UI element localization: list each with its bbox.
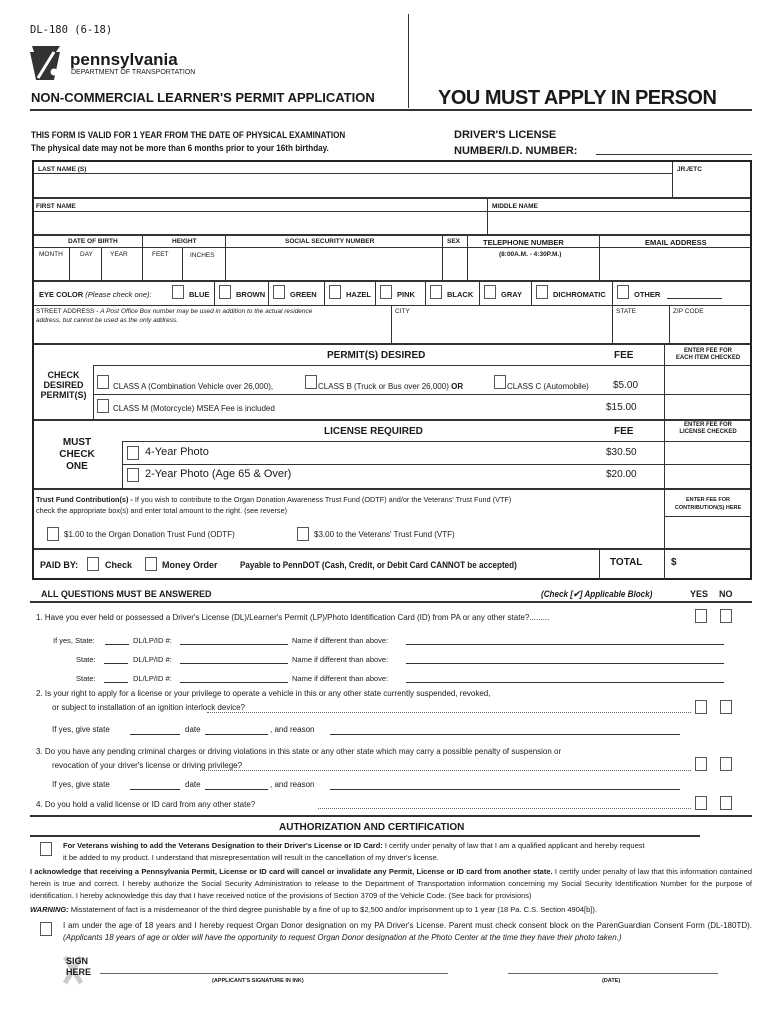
check-payment-checkbox[interactable]: [87, 557, 99, 571]
trust-fund-line2: check the appropriate box(s) and enter total amount to the right. (see reverse): [36, 506, 288, 515]
inches-label: INCHES: [190, 252, 215, 259]
validity-notice: THIS FORM IS VALID FOR 1 YEAR FROM THE DATE OF PHYSICAL EXAMINATION: [31, 130, 346, 140]
feet-label: FEET: [152, 251, 169, 258]
question-1: 1. Have you ever held or possessed a Driver's License (DL)/Learner's Permit (LP)/Photo Identification Card (ID) from PA or any other state?.........: [36, 613, 550, 622]
eye-color-option-label: HAZEL: [346, 290, 371, 299]
permits-heading: PERMIT(S) DESIRED: [327, 350, 426, 361]
street-address-input[interactable]: [34, 326, 391, 342]
q1-name-input[interactable]: [406, 644, 724, 645]
class-abc-fee: $5.00: [613, 380, 639, 391]
last-name-input[interactable]: [34, 174, 672, 197]
city-label: CITY: [395, 308, 410, 315]
org-name: pennsylvania: [70, 50, 178, 69]
license-fee-input[interactable]: [665, 442, 750, 464]
contribution-fee-input[interactable]: [665, 517, 750, 548]
warning-body: Misstatement of fact is a misdemeanor of the third degree punishable by a fine of up to $2,500 and/or imprisonment up to 1 year (18 Pa. C.S. Section 4904[b]).: [68, 905, 597, 914]
q4-no-checkbox[interactable]: [720, 796, 732, 810]
sign-line1: SIGN: [66, 956, 89, 966]
total-amount-input[interactable]: [680, 550, 750, 578]
form-number: DL-180 (6-18): [30, 24, 113, 36]
q3-date-label: date: [185, 780, 201, 789]
q2-date-input[interactable]: [205, 734, 268, 735]
eye-color-checkbox[interactable]: [536, 285, 548, 299]
q1-name-input[interactable]: [406, 682, 724, 683]
veterans-text: [30, 840, 752, 864]
check-line3: PERMIT(S): [40, 390, 87, 400]
height-label: HEIGHT: [172, 238, 197, 245]
must-line1: MUST: [62, 437, 92, 448]
day-label: DAY: [80, 251, 93, 258]
question-4: 4. Do you hold a valid license or ID card from any other state?: [36, 800, 256, 809]
q3-date-input[interactable]: [205, 789, 268, 790]
warning-text: [30, 904, 752, 916]
q1-dl-label: DL/LP/ID #:: [133, 674, 172, 683]
no-column-label: NO: [719, 589, 733, 599]
eye-color-option-label: BLACK: [447, 290, 474, 299]
payable-to-note: Payable to PennDOT (Cash, Credit, or Debit Card CANNOT be accepted): [240, 560, 517, 570]
must-check-one-label: [36, 437, 118, 473]
class-c-checkbox[interactable]: [494, 375, 506, 389]
eye-color-option-label: BLUE: [189, 290, 210, 299]
organ-donor-italic: (Applicants 18 years of age or older will have the opportunity to request Organ Donor designation at the Photo Center at the time they have their photo taken.): [63, 933, 622, 942]
veterans-title: For Veterans wishing to add the Veterans Designation to their Driver's License or ID Card:: [63, 841, 383, 850]
q1-state-input[interactable]: [104, 682, 128, 683]
or-label: OR: [451, 382, 464, 391]
enter-fee-line2: EACH ITEM CHECKED: [675, 355, 741, 361]
eye-color-option-label: OTHER: [634, 290, 661, 299]
trust-enter-line2: CONTRIBUTION(S) HERE: [674, 505, 742, 511]
q2-state-label: If yes, give state: [52, 725, 110, 734]
eye-color-checkbox[interactable]: [329, 285, 341, 299]
warning-label: WARNING:: [30, 905, 69, 914]
signature-row: [30, 952, 752, 992]
eye-color-checkbox[interactable]: [617, 285, 629, 299]
org-dept: DEPARTMENT OF TRANSPORTATION: [71, 69, 196, 76]
odtf-checkbox[interactable]: [47, 527, 59, 541]
page-title: NON-COMMERCIAL LEARNER'S PERMIT APPLICATION: [31, 90, 375, 105]
veterans-designation-checkbox[interactable]: [40, 842, 52, 856]
license-enter-line1: ENTER FEE FOR: [683, 422, 732, 428]
q1-state-label: State:: [76, 655, 96, 664]
q1-dl-input[interactable]: [180, 682, 288, 683]
paid-by-label: PAID BY:: [40, 560, 79, 570]
license-enter-line2: LICENSE CHECKED: [679, 429, 737, 435]
check-desired-label: [36, 370, 91, 400]
class-m-label: CLASS M (Motorcycle) MSEA Fee is included: [113, 404, 275, 413]
must-line3: ONE: [66, 461, 88, 472]
signature-label: (APPLICANT'S SIGNATURE IN INK): [212, 978, 304, 984]
street-title: STREET ADDRESS -: [36, 308, 99, 315]
trust-enter-fee-label: [666, 496, 750, 512]
eye-color-hint: (Please check one):: [85, 290, 152, 299]
q1-dl-label: DL/LP/ID #:: [133, 655, 172, 664]
first-name-label: FIRST NAME: [36, 203, 76, 210]
vtf-label: $3.00 to the Veterans' Trust Fund (VTF): [314, 530, 455, 539]
eye-color-checkbox[interactable]: [172, 285, 184, 299]
acknowledgement-text: [30, 866, 752, 902]
email-label: EMAIL ADDRESS: [645, 238, 707, 247]
four-year-photo-fee: $30.50: [606, 447, 637, 458]
class-b-label: [318, 382, 463, 391]
last-name-label: LAST NAME (S): [38, 166, 87, 173]
total-dollar-sign: $: [671, 557, 677, 568]
city-input[interactable]: [392, 318, 612, 342]
phone-label: TELEPHONE NUMBER: [483, 238, 564, 247]
q1-dl-input[interactable]: [180, 663, 288, 664]
yes-column-label: YES: [690, 589, 709, 599]
q1-no-checkbox[interactable]: [720, 609, 732, 623]
class-a-checkbox[interactable]: [97, 375, 109, 389]
organ-donor-body: I am under the age of 18 years and I hereby request Organ Donor designation on my PA Driver's License. Parent must check consent block on the ParenGuardian Consent Form (DL-180TD).: [63, 921, 752, 930]
middle-name-input[interactable]: [488, 212, 750, 233]
permits-enter-fee-label: [666, 348, 750, 362]
veterans-text-2: it be added to my product. I understand that misrepresentation will result in the cancellation of my driver's license.: [63, 853, 439, 862]
trust-fund-text: [36, 494, 511, 516]
dob-label: DATE OF BIRTH: [68, 238, 118, 245]
authorization-section: [30, 840, 752, 992]
trust-fund-line1: If you wish to contribute to the Organ Donation Awareness Trust Fund (ODTF) and/or the Veterans' Trust Fund (VTF): [134, 495, 512, 504]
jr-label: JR./ETC: [677, 166, 702, 173]
month-label: MONTH: [39, 251, 63, 258]
eye-color-option-label: DICHROMATIC: [553, 290, 606, 299]
street-hint-2: address, but cannot be used as the only address.: [36, 317, 179, 324]
class-m-fee: $15.00: [606, 402, 637, 413]
state-label: STATE: [616, 308, 636, 315]
dl-number-field[interactable]: [596, 154, 752, 155]
date-label: (DATE): [602, 978, 621, 984]
q2-no-checkbox[interactable]: [720, 700, 732, 714]
street-label: [36, 308, 312, 315]
money-order-label: Money Order: [162, 560, 218, 570]
enter-fee-line1: ENTER FEE FOR: [683, 348, 732, 354]
q1-dl-label: DL/LP/ID #:: [133, 636, 172, 645]
permits-fee-heading: FEE: [614, 350, 634, 361]
veterans-text-1: I certify under penalty of law that I am a qualified applicant and hereby request: [382, 841, 645, 850]
questions-heading: ALL QUESTIONS MUST BE ANSWERED: [41, 589, 212, 599]
dob-month-input[interactable]: [34, 259, 69, 279]
dl-number-label-2: NUMBER/I.D. NUMBER:: [454, 145, 578, 157]
dl-number-label: DRIVER'S LICENSE: [454, 129, 557, 141]
q1-dl-input[interactable]: [180, 644, 288, 645]
two-year-photo-fee: $20.00: [606, 469, 637, 480]
q3-state-label: If yes, give state: [52, 780, 110, 789]
license-enter-fee-label: [666, 422, 750, 436]
q3-reason-input[interactable]: [330, 789, 680, 790]
signature-line[interactable]: [100, 973, 448, 974]
state-input[interactable]: [613, 318, 669, 342]
first-name-input[interactable]: [34, 212, 486, 233]
q1-state-label: State:: [76, 674, 96, 683]
phone-hours: (8:00A.M. - 4:30P.M.): [499, 251, 562, 258]
sex-label: SEX: [447, 238, 461, 245]
zip-input[interactable]: [670, 318, 750, 342]
q1-name-label: Name if different than above:: [292, 636, 389, 645]
q3-yes-checkbox[interactable]: [695, 757, 707, 771]
q2-reason-input[interactable]: [330, 734, 680, 735]
year-label: YEAR: [110, 251, 128, 258]
eye-color-option-label: GRAY: [501, 290, 522, 299]
eye-color-checkbox[interactable]: [430, 285, 442, 299]
vtf-checkbox[interactable]: [297, 527, 309, 541]
authorization-heading: AUTHORIZATION AND CERTIFICATION: [279, 822, 465, 833]
class-c-label: CLASS C (Automobile): [507, 382, 589, 391]
trust-fund-title: Trust Fund Contribution(s) -: [36, 495, 133, 504]
q1-state-input[interactable]: [105, 644, 129, 645]
height-inches-input[interactable]: [183, 259, 225, 279]
q3-no-checkbox[interactable]: [720, 757, 732, 771]
street-hint-1: A Post Office Box number may be used in addition to the actual residence: [100, 308, 313, 315]
q1-state-input[interactable]: [104, 663, 128, 664]
q4-yes-checkbox[interactable]: [695, 796, 707, 810]
total-label: TOTAL: [610, 557, 643, 568]
height-feet-input[interactable]: [143, 259, 182, 279]
ssn-label: SOCIAL SECURITY NUMBER: [285, 238, 375, 245]
four-year-photo-label: 4-Year Photo: [145, 446, 209, 458]
physical-date-notice: The physical date may not be more than 6 months prior to your 16th birthday.: [31, 143, 329, 153]
zip-label: ZIP CODE: [673, 308, 704, 315]
eye-color-checkbox[interactable]: [380, 285, 392, 299]
middle-name-label: MIDDLE NAME: [492, 203, 538, 210]
sex-input[interactable]: [443, 248, 467, 279]
sign-line2: HERE: [66, 967, 92, 977]
trust-enter-line1: ENTER FEE FOR: [685, 497, 730, 503]
check-payment-label: Check: [105, 560, 133, 570]
question-2a: 2. Is your right to apply for a license or your privilege to operate a vehicle in this or any other state currently suspended, revoked,: [36, 689, 491, 698]
dob-year-input[interactable]: [102, 259, 142, 279]
two-year-photo-label: 2-Year Photo (Age 65 & Over): [145, 468, 292, 480]
sign-here-label: [66, 956, 91, 978]
odtf-label: $1.00 to the Organ Donation Trust Fund (ODTF): [64, 530, 235, 539]
two-year-photo-checkbox[interactable]: [127, 468, 139, 482]
eye-color-option-label: BROWN: [236, 290, 266, 299]
acknowledgement-bold: I acknowledge that receiving a Pennsylvania Permit, License or ID card will cancel or invalidate any Permit, License or ID card from another state.: [30, 867, 553, 876]
class-b-checkbox[interactable]: [305, 375, 317, 389]
eye-color-checkbox[interactable]: [273, 285, 285, 299]
permit-abc-fee-input[interactable]: [665, 366, 750, 394]
class-a-label: CLASS A (Combination Vehicle over 26,000),: [113, 382, 274, 391]
q1-name-label: Name if different than above:: [292, 655, 389, 664]
license-heading: LICENSE REQUIRED: [324, 426, 423, 437]
keystone-logo-icon: [30, 44, 62, 82]
ssn-input[interactable]: [226, 248, 442, 279]
eye-color-checkbox[interactable]: [219, 285, 231, 299]
q1-yes-checkbox[interactable]: [695, 609, 707, 623]
q2-reason-label: , and reason: [270, 725, 315, 734]
organ-donor-checkbox[interactable]: [40, 922, 52, 936]
question-3a: 3. Do you have any pending criminal charges or driving violations in this state or any other state which may carry a possible penalty of suspension or: [36, 747, 562, 756]
eye-color-label: [39, 290, 152, 299]
question-3b: revocation of your driver's license or driving privilege?: [52, 761, 243, 770]
q2-date-label: date: [185, 725, 201, 734]
dob-day-input[interactable]: [70, 259, 101, 279]
acknowledgement-body: I certify under penalty of law that this information contained herein is true and correct. I hereby authorize the Social Security Administration to release to the Department of Transportation information concerning my Social Security Identification Number for the purpose of identification. I hereby acknowledge this day that I have received notice of the provisions of Section 3709 of the Vehicle Code. (See back for provisions): [30, 867, 752, 900]
organ-donor-text: [30, 920, 752, 944]
question-2b: or subject to installation of an ignition interlock device?: [52, 703, 245, 712]
eye-color-option-label: GREEN: [290, 290, 317, 299]
money-order-checkbox[interactable]: [145, 557, 157, 571]
q1-name-input[interactable]: [406, 663, 724, 664]
class-m-checkbox[interactable]: [97, 399, 109, 413]
q1-state-label: If yes, State:: [53, 636, 95, 645]
must-line2: CHECK: [59, 449, 95, 460]
q1-name-label: Name if different than above:: [292, 674, 389, 683]
apply-in-person-banner: YOU MUST APPLY IN PERSON: [438, 87, 717, 109]
license-fee-heading: FEE: [614, 426, 634, 437]
phone-input[interactable]: [468, 259, 599, 279]
q3-state-input[interactable]: [130, 789, 180, 790]
check-line2: DESIRED: [43, 380, 84, 390]
eye-color-title: EYE COLOR: [39, 290, 84, 299]
check-applicable-hint: (Check [✔] Applicable Block): [541, 589, 653, 599]
check-line1: CHECK: [47, 370, 80, 380]
q2-state-input[interactable]: [130, 734, 180, 735]
four-year-photo-checkbox[interactable]: [127, 446, 139, 460]
q3-reason-label: , and reason: [270, 780, 315, 789]
eye-color-checkbox[interactable]: [484, 285, 496, 299]
permit-m-fee-input[interactable]: [665, 395, 750, 419]
q2-yes-checkbox[interactable]: [695, 700, 707, 714]
eye-color-option-label: PINK: [397, 290, 415, 299]
email-input[interactable]: [600, 248, 750, 279]
class-b-text: CLASS B (Truck or Bus over 26,000): [318, 382, 449, 391]
date-line[interactable]: [508, 973, 718, 974]
